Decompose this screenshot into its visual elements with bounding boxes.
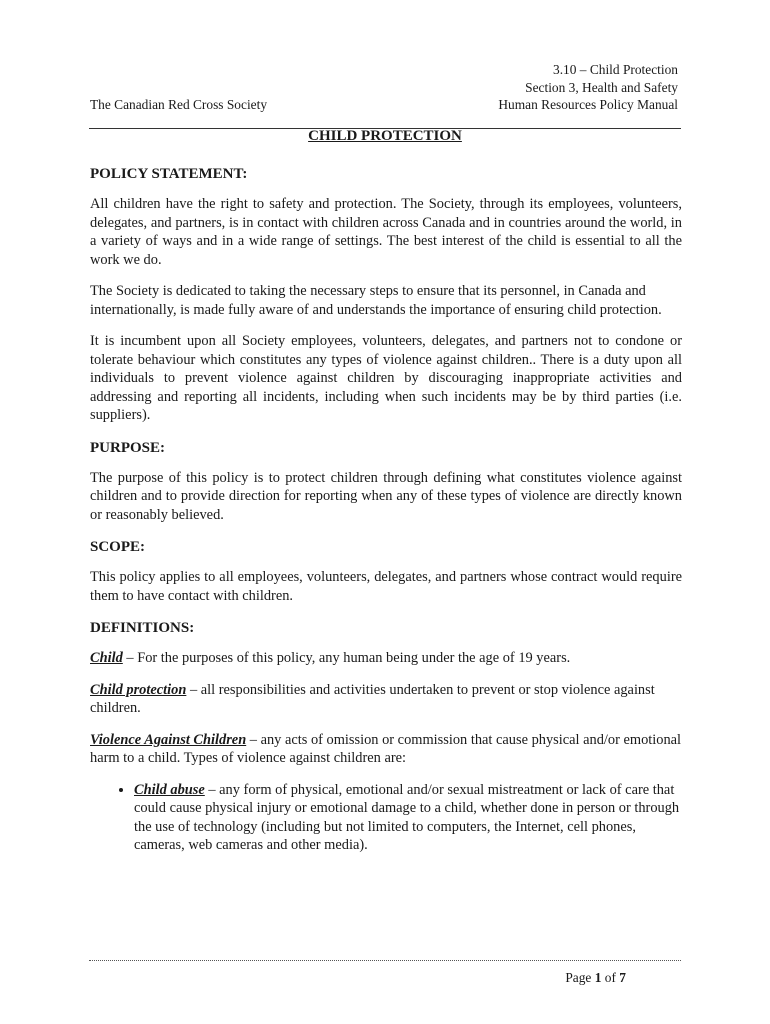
definition-term-child: Child <box>90 650 123 666</box>
policy-paragraph-1: All children have the right to safety and protection. The Society, through its employees, volunteers, delegates, and partners, is in contact with children across Canada and in countries around the world, in a variety of ways and in a wide range of settings. The best interest of the child is essential to all the work we do. <box>90 196 682 268</box>
purpose-heading: PURPOSE: <box>90 439 165 456</box>
policy-statement-heading: POLICY STATEMENT: <box>90 166 248 182</box>
definition-child <box>90 649 682 668</box>
header-organization: The Canadian Red Cross Society <box>90 97 268 112</box>
page-of: of <box>601 970 620 985</box>
definition-text-violence: – any acts of omission or commission that cause physical and/or emotional harm to a child. Types of violence against children are: <box>90 731 682 766</box>
list-item <box>134 781 682 855</box>
header-right <box>498 61 678 114</box>
definition-term-child-abuse: Child abuse <box>134 781 205 798</box>
page-number: 1 <box>594 970 602 985</box>
page-total: 7 <box>619 970 626 985</box>
scope-heading: SCOPE: <box>90 539 146 555</box>
footer-divider <box>89 960 681 961</box>
header-manual: Human Resources Policy Manual <box>498 97 678 112</box>
page-label: Page <box>565 970 595 985</box>
header-policy-number: 3.10 – Child Protection <box>553 62 678 77</box>
definition-text-child: – For the purposes of this policy, any human being under the age of 19 years. <box>122 650 571 666</box>
definition-term-child-protection: Child protection <box>90 681 187 698</box>
page-footer <box>565 970 626 986</box>
definition-term-violence: Violence Against Children <box>90 731 247 748</box>
definition-child-protection <box>90 681 682 718</box>
scope-paragraph: This policy applies to all employees, volunteers, delegates, and partners whose contract would require them to have contact with children. <box>90 569 682 604</box>
violence-types-list <box>90 781 682 855</box>
page-title: CHILD PROTECTION <box>308 128 462 144</box>
header-section: Section 3, Health and Safety <box>525 79 678 95</box>
definitions-heading: DEFINITIONS: <box>90 620 195 636</box>
policy-paragraph-2: The Society is dedicated to taking the necessary steps to ensure that its personnel, in Canada and internationally, is made fully aware of and understands the importance of ensuring child protection. <box>90 283 662 318</box>
definition-text-child-abuse: – any form of physical, emotional and/or sexual mistreatment or lack of care that could cause physical injury or emotional damage to a child, whether done in person or through the use of technology (including but not limited to computers, the Internet, cell phones, cameras, web cameras and other media). <box>134 781 680 853</box>
purpose-paragraph: The purpose of this policy is to protect children through defining what constitutes violence against children and to provide direction for reporting when any of these types of violence are directly known or reasonably believed. <box>90 469 682 523</box>
definition-text-child-protection: – all responsibilities and activities undertaken to prevent or stop violence against children. <box>90 681 655 716</box>
document-body <box>90 160 682 855</box>
policy-paragraph-3: It is incumbent upon all Society employees, volunteers, delegates, and partners not to condone or tolerate behaviour which constitutes any types of violence against children.. There is a duty upon all individuals to prevent violence against children by discouraging inappropriate activities and addressing and reporting all incidents, including when such incidents may be by third parties (i.e. suppliers). <box>90 333 682 423</box>
definition-violence <box>90 731 682 768</box>
